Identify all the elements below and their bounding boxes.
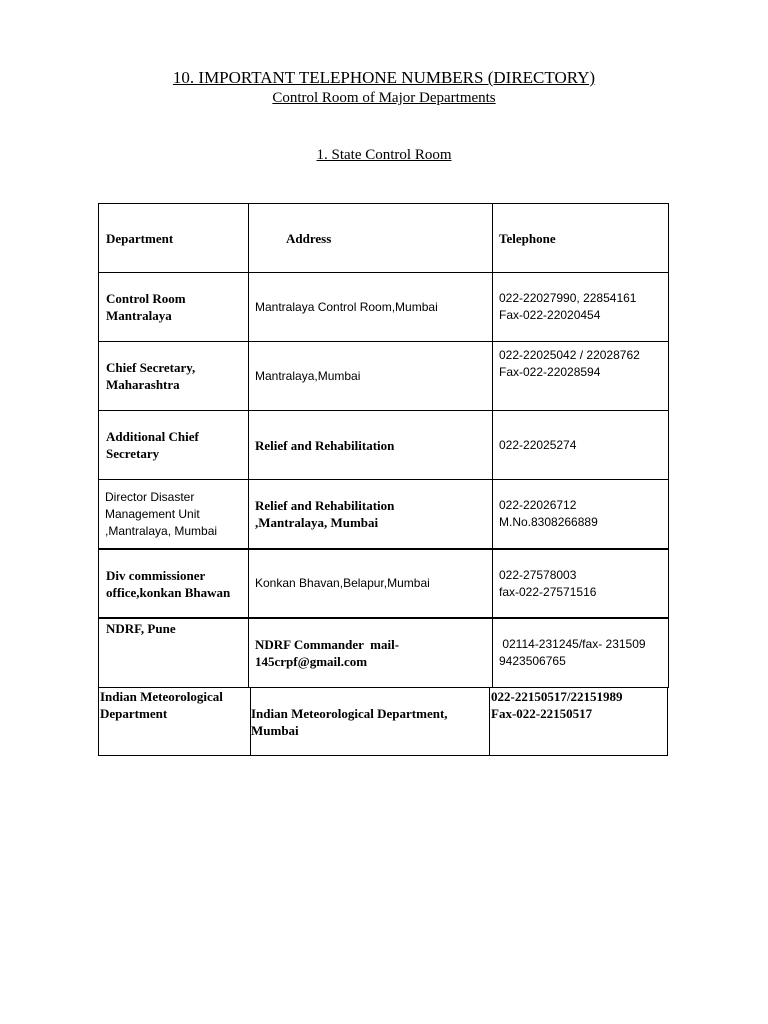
row-3-address: Relief and Rehabilitation <box>255 437 395 453</box>
column-divider <box>492 203 493 688</box>
table-border-left <box>98 203 99 756</box>
row-2-department: Chief Secretary, Maharashtra <box>106 360 196 392</box>
document-title: 10. IMPORTANT TELEPHONE NUMBERS (DIRECTORY) <box>172 68 596 87</box>
row-5-address: Konkan Bhavan,Belapur,Mumbai <box>255 576 430 590</box>
row-2-telephone: 022-22025042 / 22028762 Fax-022-22028594 <box>499 348 640 379</box>
header-department: Department <box>106 230 174 246</box>
row-6-address: NDRF Commander mail- 145crpf@gmail.com <box>255 637 400 669</box>
table-border-bottom <box>98 755 668 756</box>
table-border-right <box>667 687 668 756</box>
row-5-department: Div commissioner office,konkan Bhawan <box>106 567 231 600</box>
column-divider <box>248 203 249 688</box>
row-7-department: Indian Meteorological Department <box>100 689 223 721</box>
row-6-department: NDRF, Pune <box>106 620 176 636</box>
row-3-telephone: 022-22025274 <box>499 437 577 452</box>
table-border-right <box>668 203 669 688</box>
row-6-telephone: 02114-231245/fax- 231509 9423506765 <box>499 637 646 668</box>
row-2-address: Mantralaya,Mumbai <box>255 368 361 383</box>
document-subtitle: Control Room of Major Departments <box>272 90 496 106</box>
row-5-telephone: 022-27578003 fax-022-27571516 <box>499 567 597 599</box>
row-1-department: Control Room Mantralaya <box>106 291 186 323</box>
row-4-address: Relief and Rehabilitation ,Mantralaya, Mumbai <box>255 498 395 530</box>
row-3-department: Additional Chief Secretary <box>106 429 199 461</box>
row-1-address: Mantralaya Control Room,Mumbai <box>255 299 438 314</box>
header-address: Address <box>286 230 332 246</box>
row-1-telephone: 022-22027990, 22854161 Fax-022-22020454 <box>499 291 637 322</box>
row-7-address: Indian Meteorological Department, Mumbai <box>251 706 448 738</box>
row-7-telephone: 022-22150517/22151989 Fax-022-22150517 <box>491 689 623 721</box>
section-heading: 1. State Control Room <box>316 147 452 163</box>
column-divider <box>489 687 490 756</box>
header-telephone: Telephone <box>499 230 556 246</box>
row-4-department: Director Disaster Management Unit ,Mantralaya, Mumbai <box>105 489 218 538</box>
row-4-telephone: 022-22026712 M.No.8308266889 <box>499 498 598 529</box>
